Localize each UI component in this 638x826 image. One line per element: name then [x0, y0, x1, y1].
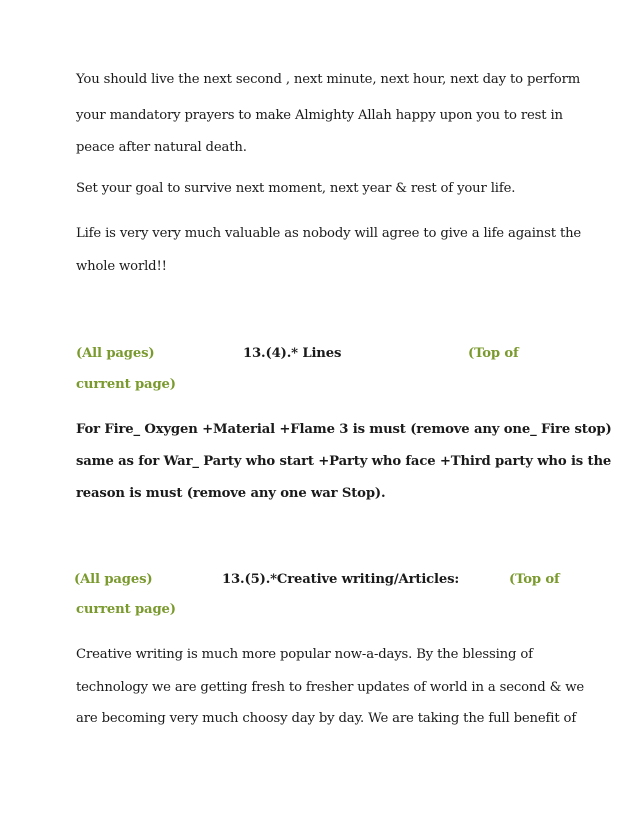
paragraph-line: Set your goal to survive next moment, next year & rest of your life. [76, 181, 516, 196]
all-pages-link[interactable]: (All pages) [76, 346, 155, 361]
top-of-page-link[interactable]: (Top of [509, 572, 560, 587]
paragraph-line: You should live the next second , next minute, next hour, next day to perform [76, 72, 581, 87]
paragraph-line: peace after natural death. [76, 140, 247, 155]
section-body-line: Creative writing is much more popular now-a-days. By the blessing of [76, 647, 533, 662]
paragraph-line: Life is very very much valuable as nobody will agree to give a life against the [76, 226, 582, 241]
paragraph-line: whole world!! [76, 259, 167, 274]
section-body-line: reason is must (remove any one war Stop). [76, 486, 386, 501]
section-heading: 13.(4).* Lines [243, 346, 342, 361]
paragraph-line: your mandatory prayers to make Almighty Allah happy upon you to rest in [76, 108, 563, 123]
all-pages-link[interactable]: (All pages) [74, 572, 153, 587]
section-heading: 13.(5).*Creative writing/Articles: [222, 572, 460, 587]
top-of-page-link-continued[interactable]: current page) [76, 377, 176, 392]
top-of-page-link[interactable]: (Top of [468, 346, 519, 361]
section-body-line: same as for War_ Party who start +Party who face +Third party who is the [76, 454, 612, 469]
top-of-page-link-continued[interactable]: current page) [76, 602, 176, 617]
section-body-line: technology we are getting fresh to fresher updates of world in a second & we [76, 680, 585, 695]
section-body-line: For Fire_ Oxygen +Material +Flame 3 is must (remove any one_ Fire stop) [76, 422, 612, 437]
section-body-line: are becoming very much choosy day by day. We are taking the full benefit of [76, 711, 577, 726]
